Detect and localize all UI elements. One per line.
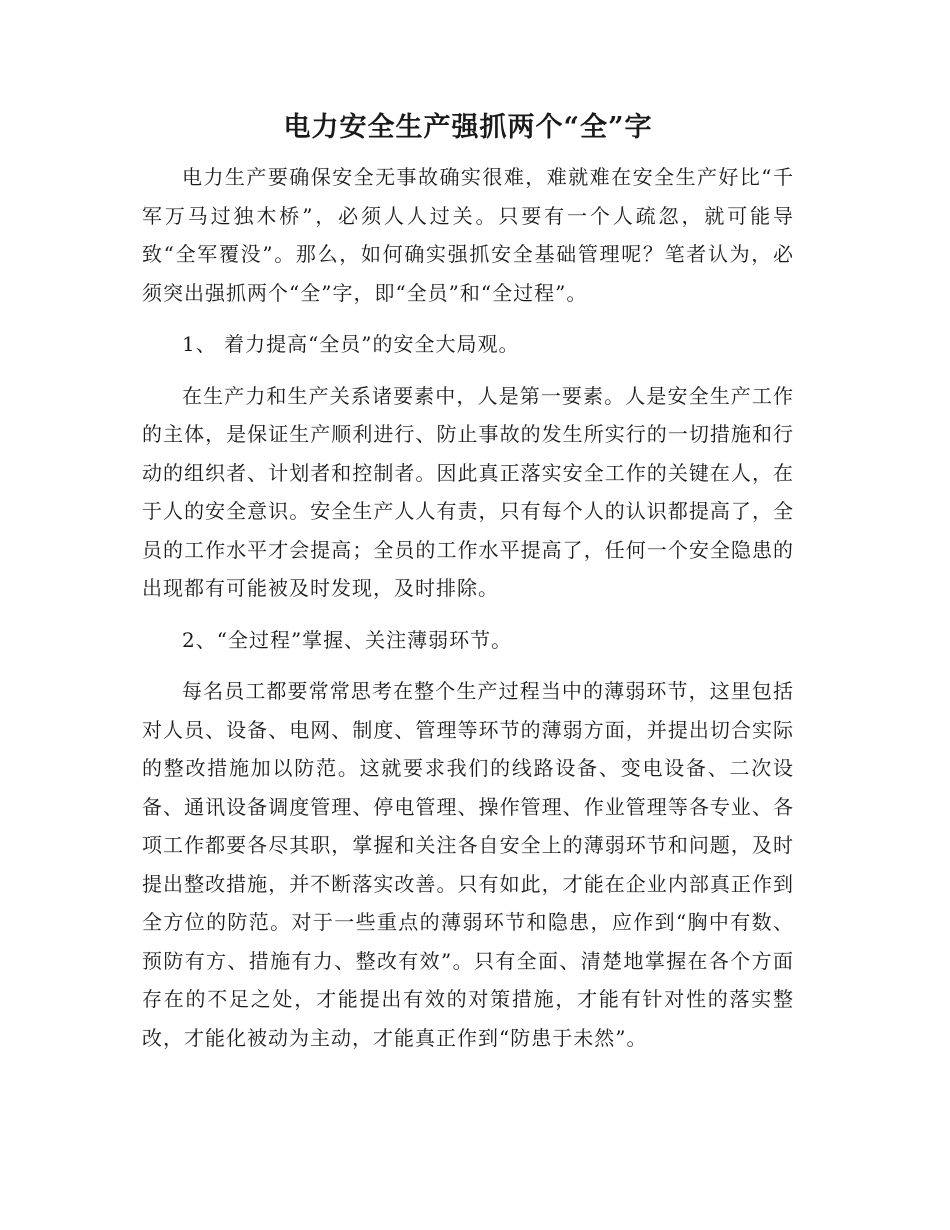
paragraph-gap xyxy=(142,312,794,325)
paragraph-gap xyxy=(142,364,794,377)
paragraph-gap xyxy=(142,659,794,672)
intro-paragraph: 电力生产要确保安全无事故确实很难，难就难在安全生产好比“千军万马过独木桥”，必须人人过关。只要有一个人疏忽，就可能导致“全军覆没”。那么，如何确实强抓安全基础管理呢？笔者认为，必须突出强抓两个“全”字，即“全员”和“全过程”。 xyxy=(142,165,794,305)
section-2-body: 每名员工都要常常思考在整个生产过程当中的薄弱环节，这里包括对人员、设备、电网、制度、管理等环节的薄弱方面，并提出切合实际的整改措施加以防范。这就要求我们的线路设备、变电设备、二次设备、通讯设备调度管理、停电管理、操作管理、作业管理等各专业、各项工作都要各尽其职，掌握和关注各自安全上的薄弱环节和问题，及时提出整改措施，并不断落实改善。只有如此，才能在企业内部真正作到全方位的防范。对于一些重点的薄弱环节和隐患，应作到“胸中有数、预防有方、措施有力、整改有效”。只有全面、清楚地掌握在各个方面存在的不足之处，才能提出有效的对策措施，才能有针对性的落实整改，才能化被动为主动，才能真正作到“防患于未然”。 xyxy=(142,679,794,1050)
paragraph-gap xyxy=(142,608,794,621)
section-1-heading: 1、 着力提高“全员”的安全大局观。 xyxy=(182,332,520,356)
document-title: 电力安全生产强抓两个“全”字 xyxy=(283,112,653,143)
section-2-heading: 2、“全过程”掌握、关注薄弱环节。 xyxy=(182,627,513,652)
document-page xyxy=(142,108,794,1057)
section-1-body: 在生产力和生产关系诸要素中，人是第一要素。人是安全生产工作的主体，是保证生产顺利进行、防止事故的发生所实行的一切措施和行动的组织者、计划者和控制者。因此真正落实安全工作的关键在人，在于人的安全意识。安全生产人人有责，只有每个人的认识都提高了，全员的工作水平才会提高；全员的工作水平提高了，任何一个安全隐患的出现都有可能被及时发现，及时排除。 xyxy=(142,383,794,600)
